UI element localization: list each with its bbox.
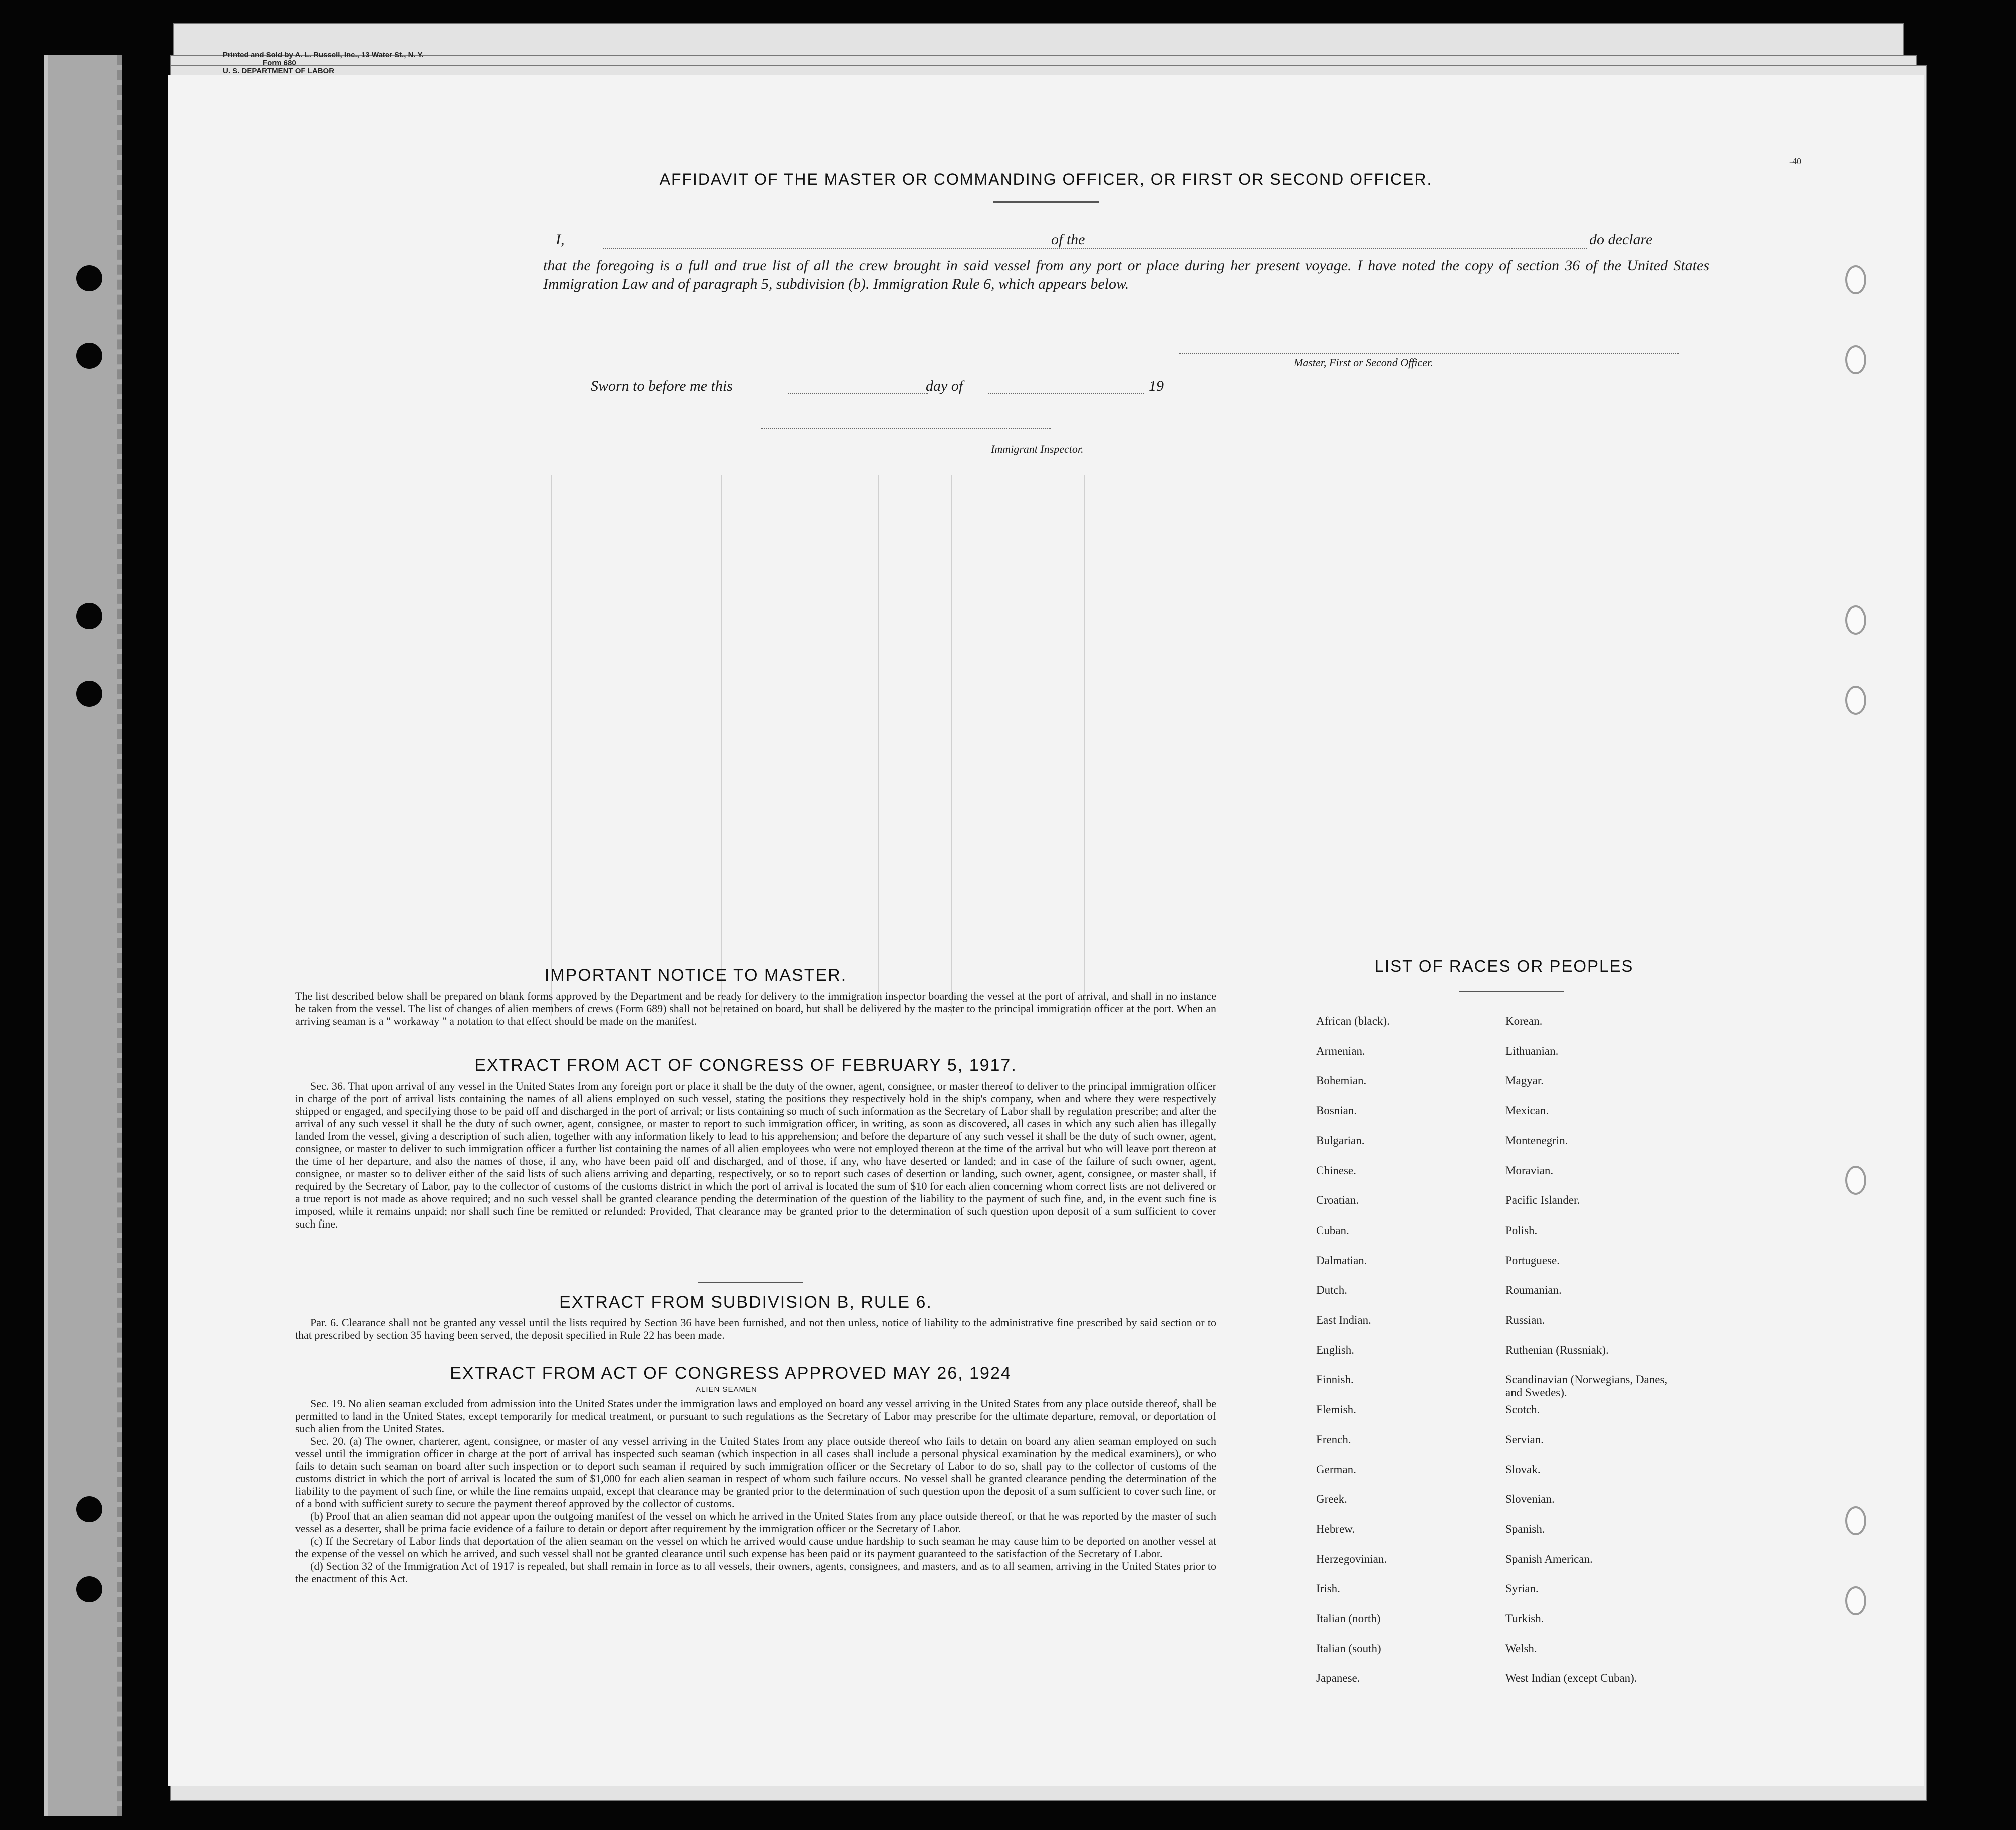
binder-ring [1845, 1506, 1866, 1535]
race-right-item: Korean. [1505, 1015, 1543, 1027]
bleed-rule [721, 475, 722, 1016]
race-left-item: Irish. [1316, 1582, 1340, 1595]
signature-label: Master, First or Second Officer. [1294, 356, 1433, 369]
binder-ring [1845, 1586, 1866, 1615]
declarant-name-blank [603, 248, 1184, 249]
punch-hole [76, 681, 102, 707]
race-right-item: Turkish. [1505, 1612, 1544, 1625]
extract-rule6-title: EXTRACT FROM SUBDIVISION B, RULE 6. [559, 1293, 932, 1312]
race-left-item: German. [1316, 1463, 1356, 1476]
race-left-item: Bulgarian. [1316, 1134, 1365, 1147]
race-right-item: Ruthenian (Russniak). [1505, 1343, 1609, 1356]
bleed-rule [1084, 475, 1085, 1016]
race-right-item: Lithuanian. [1505, 1044, 1559, 1057]
races-title: LIST OF RACES OR PEOPLES [1374, 957, 1634, 975]
binder-ring [1845, 605, 1866, 635]
notice-title: IMPORTANT NOTICE TO MASTER. [544, 966, 847, 985]
race-right-item: Syrian. [1505, 1582, 1539, 1595]
notice-body: The list described below shall be prepared on blank forms approved by the Department and be ready for delivery to the immigration inspector boarding the vessel at the port of arrival, and shall in no instance be taken from the vessel. The list of changes of alien members of crews (Form 689) shall not be retained on board, but shall be delivered by the master to the principal immigration officer at the port. When an arriving seaman is a " workaway " a notation to that effect should be made on the manifest. [295, 990, 1216, 1027]
race-right-item: Magyar. [1505, 1074, 1544, 1087]
race-right-item: Slovak. [1505, 1463, 1541, 1476]
race-left-item: Dalmatian. [1316, 1254, 1367, 1267]
race-right-item: West Indian (except Cuban). [1505, 1672, 1637, 1685]
race-left-item: African (black). [1316, 1015, 1390, 1027]
race-right-item: Slovenian. [1505, 1493, 1555, 1506]
race-left-item: Italian (north) [1316, 1612, 1381, 1625]
punch-hole [76, 1496, 102, 1522]
sec20a-paragraph: Sec. 20. (a) The owner, charterer, agent, consignee, or master of any vessel arriving in the United States from any place outside thereof who fails to detain on board any alien seaman employed on such vessel until the immigration officer in charge at the port of arrival has inspected such seaman (which inspection in all cases shall include a personal physical examination by the medical examiners), or who fails to detain such seaman on board after such inspection or to deport such seaman if required by such immigration officer or the Secretary of Labor to do so, shall pay to the collector of customs of the customs district in which the port of arrival is located the sum of $1,000 for each alien seaman in respect of whom such failure occurs. No vessel shall be granted clearance pending the determination of the liability to the payment of such fine, or while the fine remains unpaid, except that clearance may be granted prior to the determination of such question upon the deposit of a sum sufficient to cover such fine, or of a bond with sufficient surety to secure the payment thereof approved by the collector of customs. [295, 1435, 1216, 1510]
punch-hole [76, 343, 102, 369]
affidavit-title: AFFIDAVIT OF THE MASTER OR COMMANDING OFFICER, OR FIRST OR SECOND OFFICER. [659, 170, 1433, 188]
imprint-department: U. S. DEPARTMENT OF LABOR [223, 67, 335, 75]
sworn-day-blank [788, 393, 928, 394]
race-right-item: Scotch. [1505, 1403, 1540, 1416]
inspector-label: Immigrant Inspector. [991, 443, 1084, 455]
extract-1924-subtitle: ALIEN SEAMEN [696, 1385, 757, 1394]
vessel-name-blank [1101, 248, 1587, 249]
sworn-year: 19 [1149, 378, 1164, 394]
inspector-line [761, 428, 1051, 429]
binder-ring [1845, 1166, 1866, 1195]
race-left-item: Cuban. [1316, 1224, 1349, 1237]
section-rule [698, 1282, 803, 1283]
sec19-paragraph: Sec. 19. No alien seaman excluded from admission into the United States under the immigration laws and employed on board any vessel arriving in the United States from any place outside thereof, shall be permitted to land in the United States, except temporarily for medical treatment, or pursuant to such regulations as the Secretary of Labor may prescribe for the ultimate departure, removal, or deportation of such alien from the United States. [295, 1397, 1216, 1435]
race-left-item: Flemish. [1316, 1403, 1356, 1416]
race-left-item: Herzegovinian. [1316, 1552, 1387, 1565]
affidavit-body: that the foregoing is a full and true list of all the crew brought in said vessel from any port or place during her present voyage. I have noted the copy of section 36 of the United States Immigration Law and of paragraph 5, subdivision (b). Immigration Rule 6, which appears below. [543, 257, 1709, 292]
extract-1917-body: Sec. 36. That upon arrival of any vessel in the United States from any foreign port or place it shall be the duty of the owner, agent, consignee, or master thereof to deliver to the principal immigration officer in charge of the port of arrival lists containing the names of all aliens employed on such vessel, stating the positions they respectively hold in the ship's company, when and where they were respectively shipped or engaged, and specifying those to be paid off and discharged in the port of arrival; or lists containing so much of such information as the Secretary of Labor shall by regulation prescribe; and after the arrival of any such vessel it shall be the duty of such owner, agent, consignee, or master to report to such immigration officer, in writing, as soon as discovered, all cases in which any such alien has illegally landed from the vessel, giving a description of such alien, together with any information likely to lead to his apprehension; and before the departure of any such vessel it shall be the duty of such owner, agent, consignee, or master to deliver to such immigration officer a further list containing the names of all alien employees who were not employed thereon at the time of the arrival but who will leave port thereon at the time of her departure, and also the names of those, if any, who have been paid off and discharged, and of those, if any, who have deserted or landed; and in case of the failure of such owner, agent, consignee, or master so to deliver either of the said lists of such aliens arriving and departing, respectively, or so to report such cases of desertion or landing, such owner, agent, consignee, or master shall, if required by the Secretary of Labor, pay to the collector of customs of the customs district in which the port of arrival is located the sum of $10 for each alien concerning whom correct lists are not delivered or a true report is not made as above required; and no such vessel shall be granted clearance pending the determination of the question of the liability to the payment of such fine, and, in the event such fine is imposed, while it remains unpaid; nor shall such fine be remitted or refunded: Provided, That clearance may be granted prior to the determination of such question upon deposit of a sum sufficient to cover such fine. [295, 1080, 1216, 1230]
extract-1924-text [295, 1397, 1216, 1585]
extract-1917-title: EXTRACT FROM ACT OF CONGRESS OF FEBRUARY 5, 1917. [474, 1056, 1017, 1075]
race-right-item: Moravian. [1505, 1164, 1554, 1177]
sec20d-paragraph: (d) Section 32 of the Immigration Act of 1917 is repealed, but shall remain in force as to all vessels, their owners, agents, consignees, and masters, and as to all seamen, arriving in the United States prior to the enactment of this Act. [295, 1560, 1216, 1585]
extract-rule6-body: Par. 6. Clearance shall not be granted any vessel until the lists required by Section 36 have been furnished, and not then unless, notice of liability to the administrative fine prescribed by said section or to that prescribed by section 35 having been served, the deposit specified in Rule 22 has been made. [295, 1316, 1216, 1341]
race-right-item: Portuguese. [1505, 1254, 1560, 1267]
race-right-item: Mexican. [1505, 1104, 1549, 1117]
manifest-page [168, 75, 1924, 1786]
race-right-item: Russian. [1505, 1314, 1545, 1326]
race-left-item: French. [1316, 1433, 1351, 1446]
race-right-item: Welsh. [1505, 1642, 1537, 1655]
race-left-item: Chinese. [1316, 1164, 1356, 1177]
binder-ring [1845, 265, 1866, 294]
race-left-item: English. [1316, 1343, 1355, 1356]
page-number: -40 [1789, 156, 1801, 166]
race-right-item: Polish. [1505, 1224, 1538, 1237]
race-right-item: Spanish. [1505, 1522, 1545, 1535]
form-imprint [223, 51, 424, 75]
punch-hole [76, 1576, 102, 1602]
bleed-rule [878, 475, 879, 1016]
race-right-item: Montenegrin. [1505, 1134, 1568, 1147]
title-rule [993, 201, 1099, 203]
races-rule [1459, 991, 1564, 992]
extract-1924-title: EXTRACT FROM ACT OF CONGRESS APPROVED MAY 26, 1924 [450, 1364, 1012, 1383]
sworn-month-blank [988, 393, 1144, 394]
vessel-prefix: of the [1051, 231, 1085, 248]
race-left-item: Armenian. [1316, 1044, 1365, 1057]
race-left-item: Bohemian. [1316, 1074, 1367, 1087]
bleed-rule [951, 475, 952, 1016]
race-left-item: Italian (south) [1316, 1642, 1381, 1655]
declarant-prefix: I, [556, 231, 565, 248]
punch-hole [76, 265, 102, 291]
binder-ring [1845, 686, 1866, 715]
sec20c-paragraph: (c) If the Secretary of Labor finds that deportation of the alien seaman on the vessel on which he arrived would cause undue hardship to such seaman he may cause him to be deported on another vessel at the expense of the vessel on which he arrived, and such vessel shall not be granted clearance until such expense has been paid or its payment guaranteed to the satisfaction of the Secretary of Labor. [295, 1535, 1216, 1560]
race-right-item: Roumanian. [1505, 1284, 1562, 1297]
race-left-item: Dutch. [1316, 1284, 1347, 1297]
race-right-item: Servian. [1505, 1433, 1544, 1446]
race-left-item: East Indian. [1316, 1314, 1371, 1326]
signature-line [1179, 353, 1679, 354]
declare-text: do declare [1589, 231, 1653, 248]
race-left-item: Bosnian. [1316, 1104, 1357, 1117]
race-left-item: Finnish. [1316, 1373, 1354, 1386]
race-left-item: Hebrew. [1316, 1522, 1355, 1535]
race-right-item: Spanish American. [1505, 1552, 1593, 1565]
race-left-item: Greek. [1316, 1493, 1347, 1506]
race-left-item: Japanese. [1316, 1672, 1360, 1685]
sworn-prefix: Sworn to before me this [591, 378, 733, 394]
race-right-item: Pacific Islander. [1505, 1194, 1580, 1207]
bleed-rule [551, 475, 552, 1016]
sworn-day-of: day of [926, 378, 963, 394]
punch-hole [76, 603, 102, 629]
binding-strip [44, 55, 122, 1816]
imprint-form-number: Form 680 [263, 59, 296, 67]
race-left-item: Croatian. [1316, 1194, 1359, 1207]
sec20b-paragraph: (b) Proof that an alien seaman did not appear upon the outgoing manifest of the vessel on which he arrived in the United States from any place outside thereof, or that he was reported by the master of such vessel as a deserter, shall be prima facie evidence of a failure to detain or deport after requirement by the immigration officer or the Secretary of Labor. [295, 1510, 1216, 1535]
imprint-printer: Printed and Sold by A. L. Russell, Inc., 13 Water St., N. Y. [223, 51, 424, 59]
binder-ring [1845, 345, 1866, 374]
race-right-item: Scandinavian (Norwegians, Danes, and Swedes). [1505, 1373, 1668, 1399]
